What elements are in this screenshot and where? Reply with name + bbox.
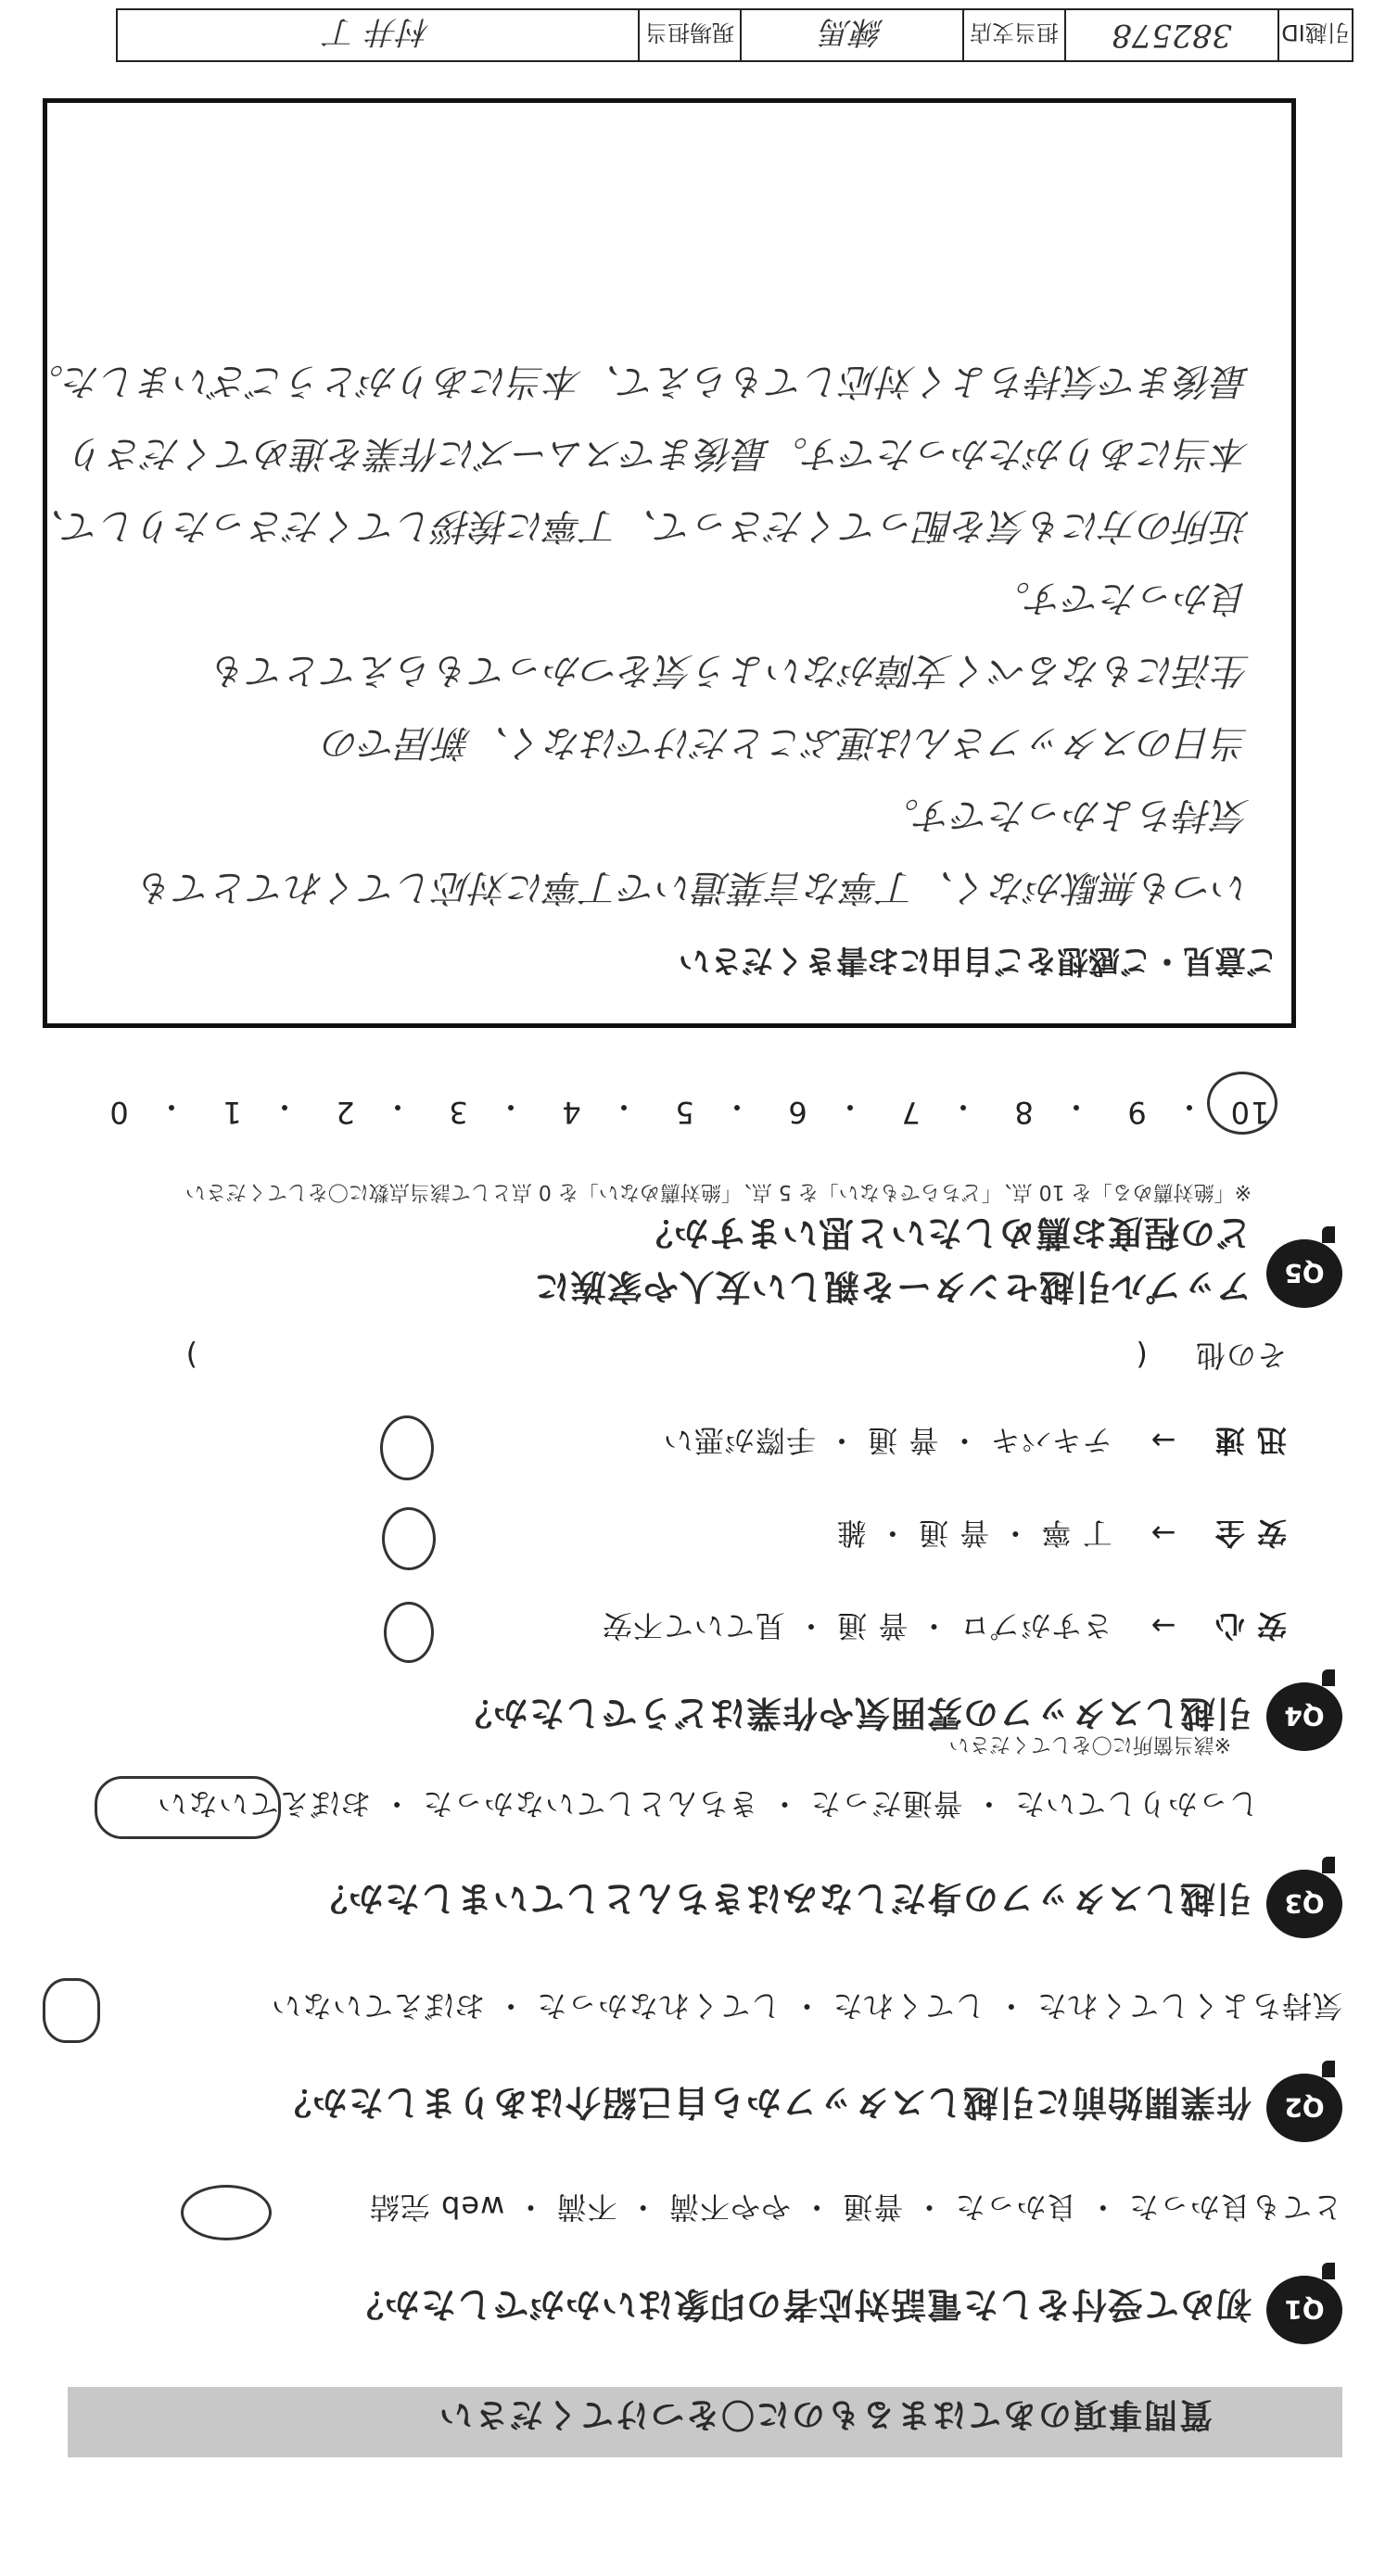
q5-score-9: 9 [1126,1095,1147,1130]
q5-selected-circle [1207,1072,1277,1135]
q3-question: 引越しスタッフの身だしなみはきちんとしていましたか？ [311,1878,1252,1919]
comment-line-5: 良かったです。 [993,577,1250,619]
q5-score-0: 0 [108,1095,129,1130]
q5-score-5: 5 [674,1095,694,1130]
comment-line-3: 当日のスタッフさんは運ぶことだけではなく、新居での [323,721,1250,764]
q4-other-open: ( [1135,1338,1148,1373]
q1-question: 初めて受付をした電話対応者の印象はいかがでしたか？ [347,2284,1252,2325]
q4-row-arrow: → [1150,1516,1176,1551]
q5-score-4: 4 [561,1095,581,1130]
q2-badge: Q2 [1266,2074,1342,2142]
q4-note: ※該当箇所に〇をしてください [948,1732,1231,1756]
id-label: 引越ID [1277,10,1352,60]
q5-score-2: 2 [335,1095,355,1130]
q2-selected-circle [43,1978,100,2043]
comment-title: ご意見・ご感想をご自由にお書きください [679,942,1277,979]
q5-scale-separator: ・ [1060,1089,1091,1124]
q4-row-arrow: → [1150,1608,1176,1643]
q4-jinsoku-selected-circle [380,1415,434,1480]
q5-question-line2: どの程度お薦めしたいと思いますか？ [636,1212,1252,1253]
comment-line-2: 気持ちよかったです。 [882,793,1250,836]
q5-scale-separator: ・ [268,1089,299,1124]
q3-badge: Q3 [1266,1870,1342,1938]
q4-row-options: 丁 寧 ・ 普 通 ・ 雑 [835,1516,1112,1551]
q5-question-line1: アップル引越センターを親しい友人や家族に [533,1266,1252,1307]
branch-value: 練馬 [740,10,962,60]
footer-table [116,8,1354,62]
q4-anzen-selected-circle [382,1507,436,1570]
q5-badge: Q5 [1266,1239,1342,1308]
q1-selected-circle [181,2185,272,2240]
q4-row-arrow: → [1150,1423,1176,1458]
q4-row-label: 安 全 [1214,1516,1287,1551]
q2-question: 作業開始前に引越しスタッフから自己紹介はありましたか？ [274,2082,1252,2123]
q5-score-3: 3 [448,1095,468,1130]
q4-question: 引越しスタッフの雰囲気や作業はどうでしたか？ [455,1693,1252,1733]
q5-score-6: 6 [787,1095,807,1130]
q5-score-7: 7 [900,1095,921,1130]
comment-line-8: 最後まで気持ちよく対応してもらえて、本当にありがとうございました。 [26,360,1250,402]
q5-scale-separator: ・ [607,1089,639,1124]
q2-options: 気持ちよくしてくれた ・ してくれた ・ してくれなかった ・ おぼえていない [270,1988,1342,2024]
q4-row-label: 安 心 [1214,1608,1287,1643]
q4-other-label: その他 [1194,1338,1287,1373]
q5-scale-separator: ・ [1173,1089,1204,1124]
comment-line-1: いつも無駄がなく、丁寧な言葉遣いで丁寧に対応してくれてとても [137,866,1250,908]
q5-score-10: 10 [1229,1095,1270,1130]
q5-score-1: 1 [222,1095,242,1130]
q4-row-label: 迅 速 [1214,1423,1287,1458]
q4-row-options: さすがプロ ・ 普 通 ・ 見ていて不安 [601,1608,1112,1643]
q5-scale-separator: ・ [833,1089,865,1124]
q3-selected-circle [95,1776,281,1839]
q5-score-8: 8 [1013,1095,1034,1130]
q5-scale-separator: ・ [494,1089,526,1124]
q4-row-options: テキパキ ・ 普 通 ・ 手際が悪い [662,1423,1112,1458]
q5-scale [72,1074,1277,1130]
staff-label: 現場担当 [638,10,740,60]
q4-badge: Q4 [1266,1682,1342,1751]
q4-other-close: ) [184,1338,198,1373]
q5-scale-separator: ・ [947,1089,978,1124]
q5-scale-separator: ・ [155,1089,186,1124]
id-value: 382578 [1064,10,1277,60]
q5-note: ※「絶対薦める」を 10 点、「どちらでもない」を 5 点、「絶対薦めない」を 0 点として該当点数に〇をしてください [184,1180,1252,1203]
q5-scale-separator: ・ [381,1089,413,1124]
comment-line-7: 本当にありがたかったです。最後までスムーズに作業を進めてくださり [70,432,1250,475]
q4-other [82,1336,1287,1378]
q4-anshin-selected-circle [384,1602,434,1663]
q5-scale-separator: ・ [720,1089,752,1124]
q3-options: しっかりしていた ・ 普通だった ・ きちんとしていなかった ・ おぼえていない [156,1786,1259,1821]
staff-value: 村井 丁 [325,13,430,51]
instruction-text: 質問事項のあてはまるものに〇をつけてください [437,2395,1213,2433]
branch-label: 担当支店 [962,10,1064,60]
comment-line-6: 近所の方にも気を配ってくださって、丁寧に挨拶してくださったりして、 [27,504,1250,547]
comment-line-4: 生活にもなるべく支障がないよう気をつかってもらえてとても [211,649,1250,692]
q1-badge: Q1 [1266,2276,1342,2344]
q1-options: とても良かった ・ 良かった ・ 普通 ・ やや不満 ・ 不満 ・ web 完結 [368,2189,1342,2225]
